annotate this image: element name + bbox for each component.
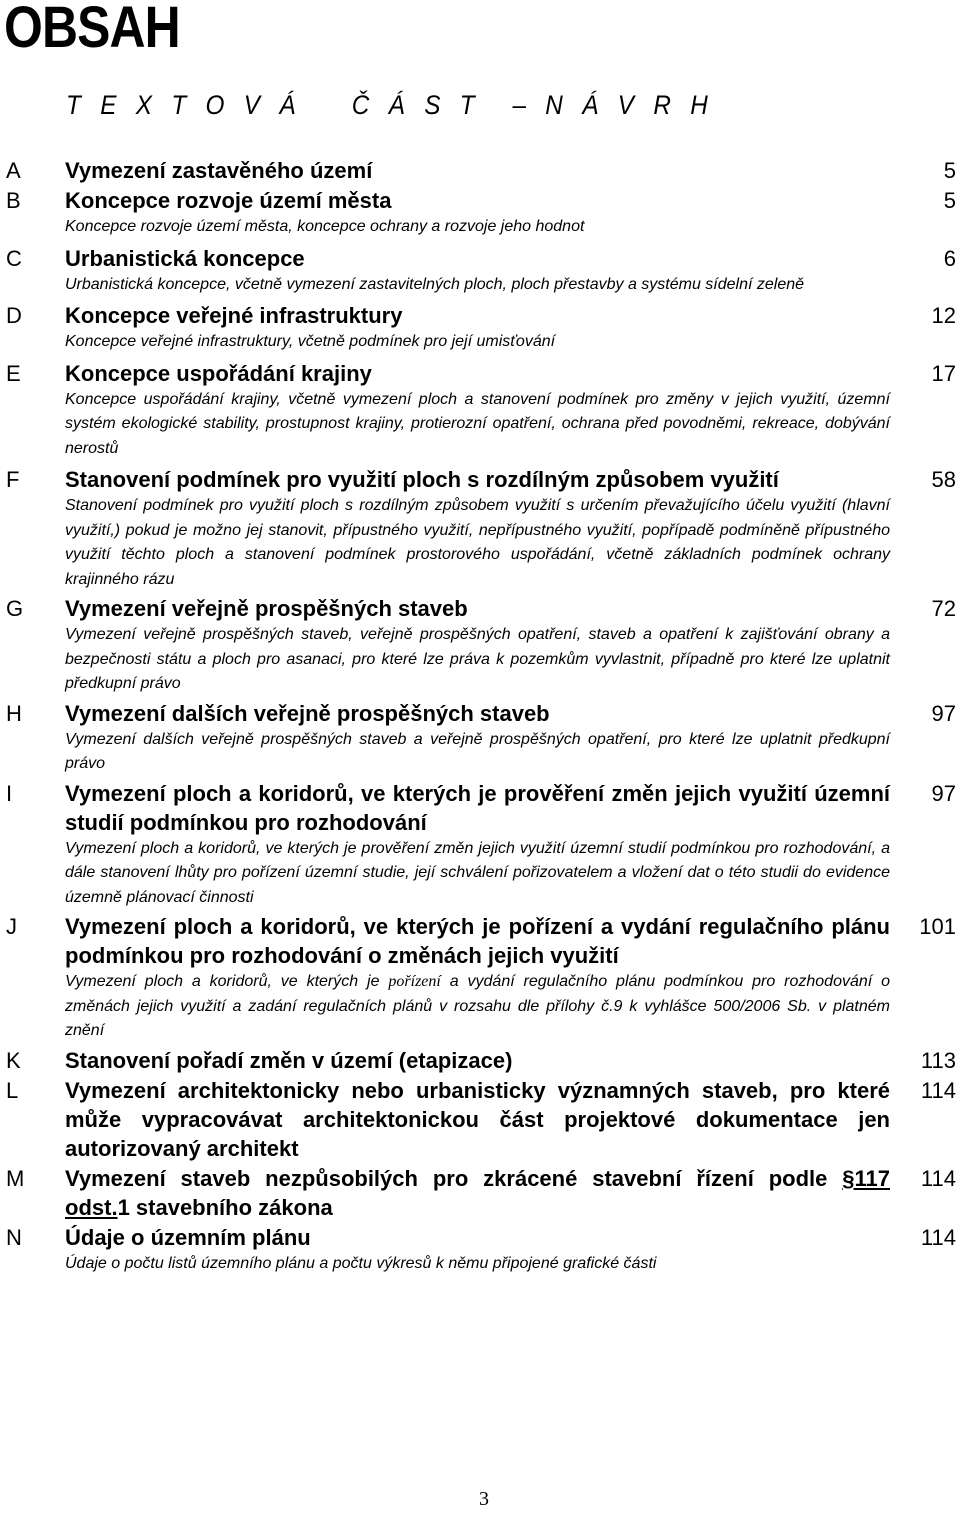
toc-description: Koncepce uspořádání krajiny, včetně vymezení ploch a stanovení podmínek pro změny v jejich využití, územní systém ekologické stability, prostupnost krajiny, protierozní opatření, ochrana před povodněmi, rekreace, dobývání nerostů	[65, 390, 890, 457]
toc-page-number: 114	[920, 1165, 956, 1191]
toc-letter: B	[6, 188, 21, 213]
toc-entry-g	[0, 594, 960, 697]
toc-description-serif-word: pořízení	[388, 973, 441, 990]
toc-heading-part: 1 stavebního zákona	[117, 1194, 333, 1220]
toc-letter: D	[6, 303, 22, 328]
toc-page-number: 5	[943, 188, 956, 213]
toc-heading-part: Vymezení staveb nezpůsobilých pro zkrácené stavební řízení podle	[65, 1165, 843, 1191]
toc-page-number: 97	[931, 780, 956, 806]
toc-page-number: 101	[919, 914, 956, 939]
page-title: OBSAH	[4, 0, 180, 60]
toc-letter: A	[6, 158, 21, 183]
toc-page-number: 113	[920, 1047, 956, 1073]
toc-page-number: 72	[931, 596, 956, 621]
toc-entry-h	[0, 699, 960, 777]
toc-page-number: 5	[943, 158, 956, 183]
toc-heading: Koncepce rozvoje území města	[65, 188, 392, 213]
toc-description	[65, 970, 890, 1044]
toc-letter: N	[6, 1224, 22, 1250]
page-subtitle: T E X T O V Á Č Á S T – N Á V R H	[66, 90, 709, 120]
toc-page-number: 97	[931, 700, 956, 726]
toc-entry-i	[0, 779, 960, 911]
toc-heading: Vymezení ploch a koridorů, ve kterých je prověření změn jejich využití územní studií podmínkou pro rozhodování	[65, 780, 890, 835]
toc-heading: Koncepce uspořádání krajiny	[65, 360, 372, 386]
toc-heading: Vymezení veřejně prospěšných staveb	[65, 596, 468, 621]
toc-page-number: 17	[931, 360, 956, 386]
toc-entry-b	[0, 186, 960, 240]
toc-heading: Koncepce veřejné infrastruktury	[65, 303, 403, 328]
toc-description: Stanovení podmínek pro využití ploch s rozdílným způsobem využití s určením převažujícího účelu využití (hlavní využití,) pokud je možno jej stanovit, přípustného využití, nepřípustného využití, popřípadě podmíněně přípustného využití těchto ploch a stanovení podmínek prostorového uspořádání, včetně základních podmínek ochrany krajinného rázu	[65, 497, 890, 588]
toc-letter: M	[6, 1165, 25, 1191]
toc-description: Vymezení veřejně prospěšných staveb, veřejně prospěšných opatření, staveb a opatření k zajišťování obrany a bezpečnosti státu a ploch pro asanaci, pro které lze práva k pozemkům vyvlastnit, případně pro které lze uplatnit předkupní právo	[65, 626, 890, 692]
toc-entry-l	[0, 1076, 960, 1163]
toc-description: Vymezení ploch a koridorů, ve kterých je prověření změn jejich využití územní studií podmínkou pro rozhodování, a dále stanovení lhůty pro pořízení územní studie, její schválení pořizovatelem a vložení dat o této studii do evidence územně plánovací činnosti	[65, 839, 890, 906]
toc-heading: Vymezení zastavěného území	[65, 158, 373, 183]
toc-entry-m	[0, 1164, 960, 1222]
toc-letter: F	[6, 467, 20, 492]
toc-description: Urbanistická koncepce, včetně vymezení zastavitelných ploch, ploch přestavby a systému sídelní zeleně	[65, 275, 805, 293]
toc-page-number: 114	[920, 1224, 956, 1250]
law-paragraph-reference: §117 odst.	[65, 1165, 890, 1220]
page-number-footer: 3	[479, 1488, 489, 1510]
toc-heading: Vymezení architektonicky nebo urbanisticky významných staveb, pro které může vypracovávat architektonickou část projektové dokumentace jen autorizovaný architekt	[65, 1077, 890, 1161]
toc-heading: Urbanistická koncepce	[65, 245, 305, 271]
toc-description: Vymezení dalších veřejně prospěšných staveb a veřejně prospěšných opatření, pro které lze uplatnit předkupní právo	[65, 730, 890, 772]
toc-description: Koncepce rozvoje území města, koncepce ochrany a rozvoje jeho hodnot	[65, 218, 585, 235]
toc-heading: Stanovení pořadí změn v území (etapizace)	[65, 1047, 513, 1073]
table-of-contents	[0, 156, 960, 1276]
toc-heading: Údaje o územním plánu	[65, 1224, 311, 1250]
toc-entry-d	[0, 301, 960, 355]
toc-letter: I	[6, 780, 13, 806]
toc-heading: Stanovení podmínek pro využití ploch s rozdílným způsobem využití	[65, 467, 779, 492]
toc-entry-a	[0, 156, 960, 185]
toc-description: Údaje o počtu listů územního plánu a počtu výkresů k němu připojené grafické části	[65, 1254, 657, 1272]
toc-description-part: a vydání regulačního plánu podmínkou pro rozhodování o změnách jejich využití a zadání regulačních plánů v rozsahu dle přílohy č.9 k vyhlášce 500/2006 Sb. v platném znění	[65, 973, 890, 1039]
toc-entry-j	[0, 912, 960, 1044]
toc-page-number: 114	[920, 1077, 956, 1103]
toc-heading: Vymezení dalších veřejně prospěšných staveb	[65, 700, 550, 726]
toc-entry-c	[0, 244, 960, 298]
toc-letter: G	[6, 596, 24, 621]
toc-letter: K	[6, 1047, 21, 1073]
toc-letter: L	[6, 1077, 19, 1103]
toc-entry-e	[0, 359, 960, 462]
toc-page-number: 58	[931, 467, 956, 492]
toc-heading: Vymezení ploch a koridorů, ve kterých je pořízení a vydání regulačního plánu podmínkou pro rozhodování o změnách jejich využití	[65, 914, 890, 968]
toc-entry-k	[0, 1046, 960, 1075]
toc-entry-n	[0, 1223, 960, 1277]
toc-letter: H	[6, 700, 22, 726]
toc-page-number: 6	[943, 245, 956, 271]
toc-description: Koncepce veřejné infrastruktury, včetně podmínek pro její umisťování	[65, 333, 556, 350]
toc-letter: J	[6, 914, 17, 939]
toc-letter: E	[6, 360, 21, 386]
toc-entry-f	[0, 465, 960, 592]
toc-letter: C	[6, 245, 22, 271]
toc-heading	[65, 1164, 890, 1222]
toc-description-part: Vymezení ploch a koridorů, ve kterých je	[65, 973, 389, 990]
toc-page-number: 12	[931, 303, 956, 328]
